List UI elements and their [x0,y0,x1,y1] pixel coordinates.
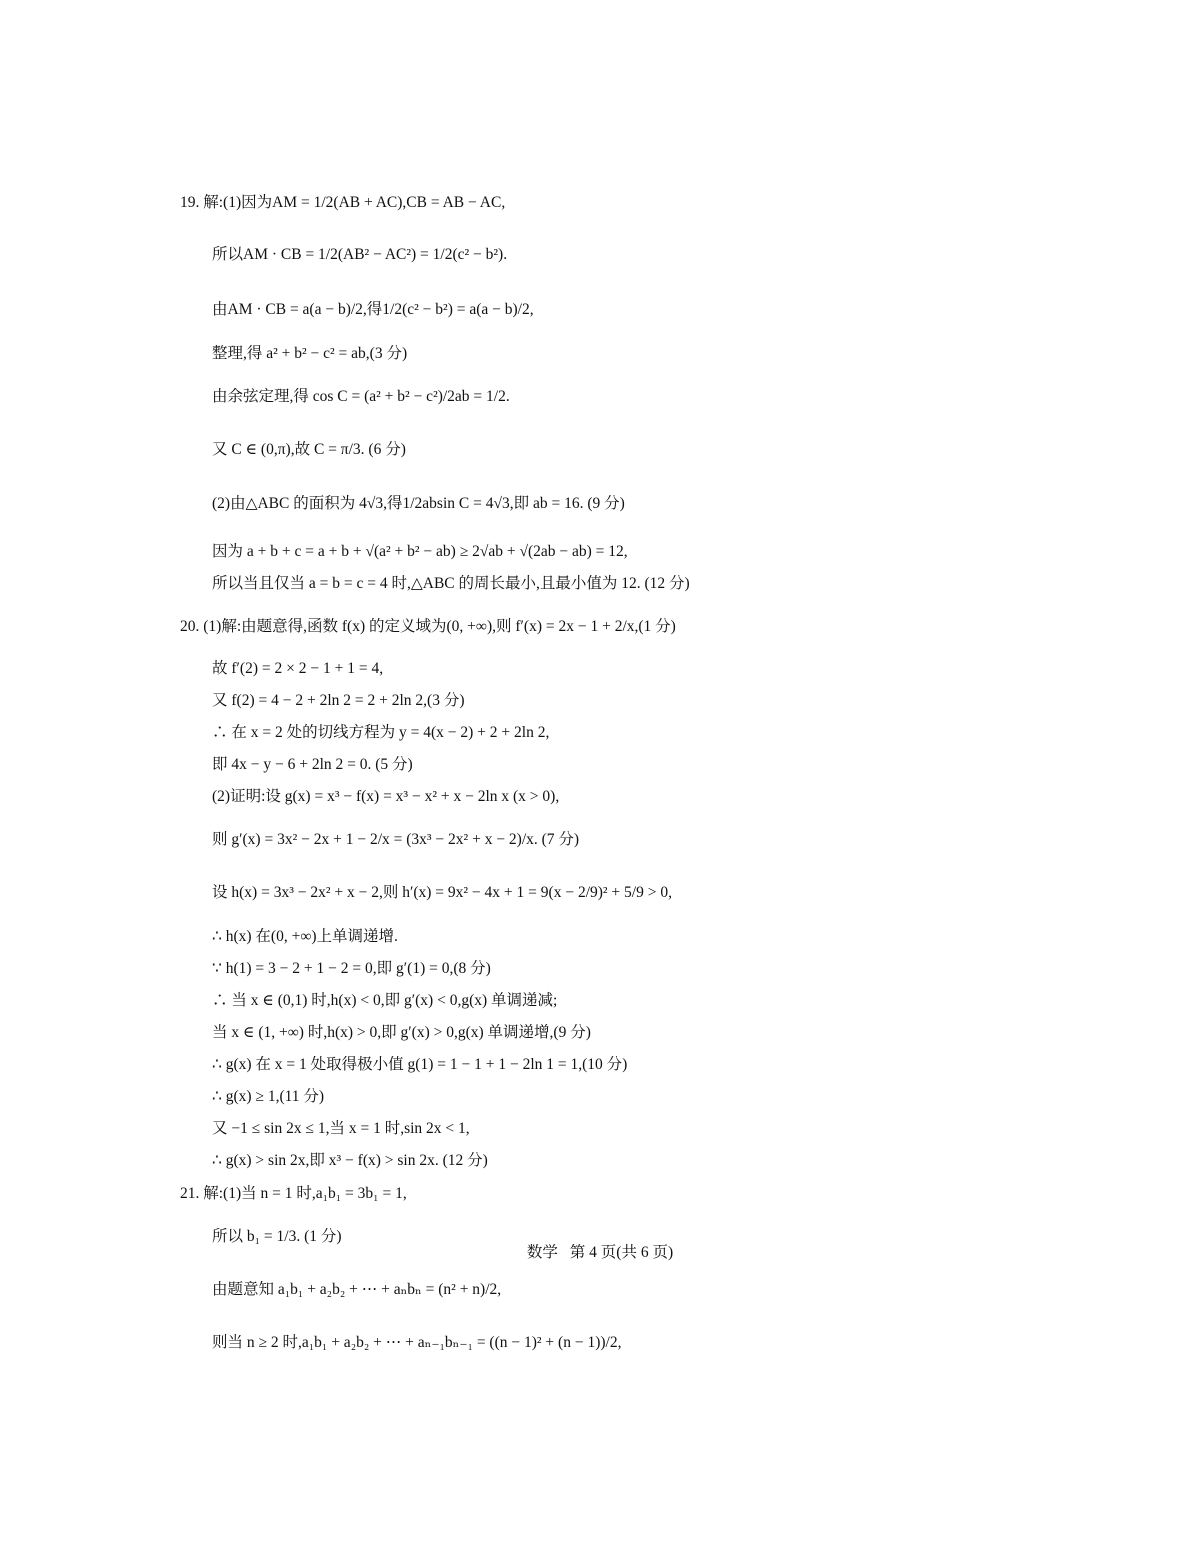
q19-line-8: 因为 a + b + c = a + b + √(a² + b² − ab) ≥ 2√ab + √(2ab − ab) = 12, [212,543,628,561]
q19-line-7: (2)由△ABC 的面积为 4√3,得1/2absin C = 4√3,即 ab = 16. (9 分) [212,495,625,513]
q20-line-3: 又 f(2) = 4 − 2 + 2ln 2 = 2 + 2ln 2,(3 分) [212,692,465,710]
q21-line-4: 则当 n ≥ 2 时,a₁b₁ + a₂b₂ + ⋯ + aₙ₋₁bₙ₋₁ = ((n − 1)² + (n − 1))/2, [212,1334,622,1352]
page-footer [0,1240,1200,1262]
q20-line-14: ∴ g(x) ≥ 1,(11 分) [212,1088,325,1106]
q19-line-1: 19. 解:(1)因为AM = 1/2(AB + AC),CB = AB − AC, [180,194,506,212]
q20-line-16: ∴ g(x) > sin 2x,即 x³ − f(x) > sin 2x. (12 分) [212,1152,488,1170]
q20-line-7: 则 g′(x) = 3x² − 2x + 1 − 2/x = (3x³ − 2x² + x − 2)/x. (7 分) [212,831,580,849]
q21-line-1: 21. 解:(1)当 n = 1 时,a₁b₁ = 3b₁ = 1, [180,1185,407,1203]
q19-line-4: 整理,得 a² + b² − c² = ab,(3 分) [212,345,408,363]
q20-line-11: ∴ 当 x ∈ (0,1) 时,h(x) < 0,即 g′(x) < 0,g(x) 单调递减; [212,992,558,1010]
footer-page-info: 第 4 页(共 6 页) [569,1244,674,1261]
q20-line-8: 设 h(x) = 3x³ − 2x² + x − 2,则 h′(x) = 9x² − 4x + 1 = 9(x − 2/9)² + 5/9 > 0, [212,884,672,902]
q19-line-3: 由AM · CB = a(a − b)/2,得1/2(c² − b²) = a(a − b)/2, [212,301,534,319]
q20-line-10: ∵ h(1) = 3 − 2 + 1 − 2 = 0,即 g′(1) = 0,(8 分) [212,960,491,978]
q20-line-6: (2)证明:设 g(x) = x³ − f(x) = x³ − x² + x − 2ln x (x > 0), [212,788,560,806]
q21-line-2: 所以 b₁ = 1/3. (1 分) [212,1228,342,1246]
q19-line-6: 又 C ∈ (0,π),故 C = π/3. (6 分) [212,441,406,459]
q20-line-12: 当 x ∈ (1, +∞) 时,h(x) > 0,即 g′(x) > 0,g(x) 单调递增,(9 分) [212,1024,591,1042]
footer-subject: 数学 [526,1244,558,1261]
q20-line-15: 又 −1 ≤ sin 2x ≤ 1,当 x = 1 时,sin 2x < 1, [212,1120,470,1138]
q20-line-1: 20. (1)解:由题意得,函数 f(x) 的定义域为(0, +∞),则 f′(x) = 2x − 1 + 2/x,(1 分) [180,618,676,636]
q21-line-3: 由题意知 a₁b₁ + a₂b₂ + ⋯ + aₙbₙ = (n² + n)/2, [212,1281,502,1299]
q20-line-9: ∴ h(x) 在(0, +∞)上单调递增. [212,928,398,946]
q19-line-2: 所以AM · CB = 1/2(AB² − AC²) = 1/2(c² − b²). [212,246,508,264]
q20-line-5: 即 4x − y − 6 + 2ln 2 = 0. (5 分) [212,756,413,774]
q20-line-2: 故 f′(2) = 2 × 2 − 1 + 1 = 4, [212,660,384,678]
q19-line-9: 所以当且仅当 a = b = c = 4 时,△ABC 的周长最小,且最小值为 12. (12 分) [212,575,690,593]
q20-line-4: ∴ 在 x = 2 处的切线方程为 y = 4(x − 2) + 2 + 2ln 2, [212,724,550,742]
q19-line-5: 由余弦定理,得 cos C = (a² + b² − c²)/2ab = 1/2. [212,388,510,406]
q20-line-13: ∴ g(x) 在 x = 1 处取得极小值 g(1) = 1 − 1 + 1 − 2ln 1 = 1,(10 分) [212,1056,628,1074]
